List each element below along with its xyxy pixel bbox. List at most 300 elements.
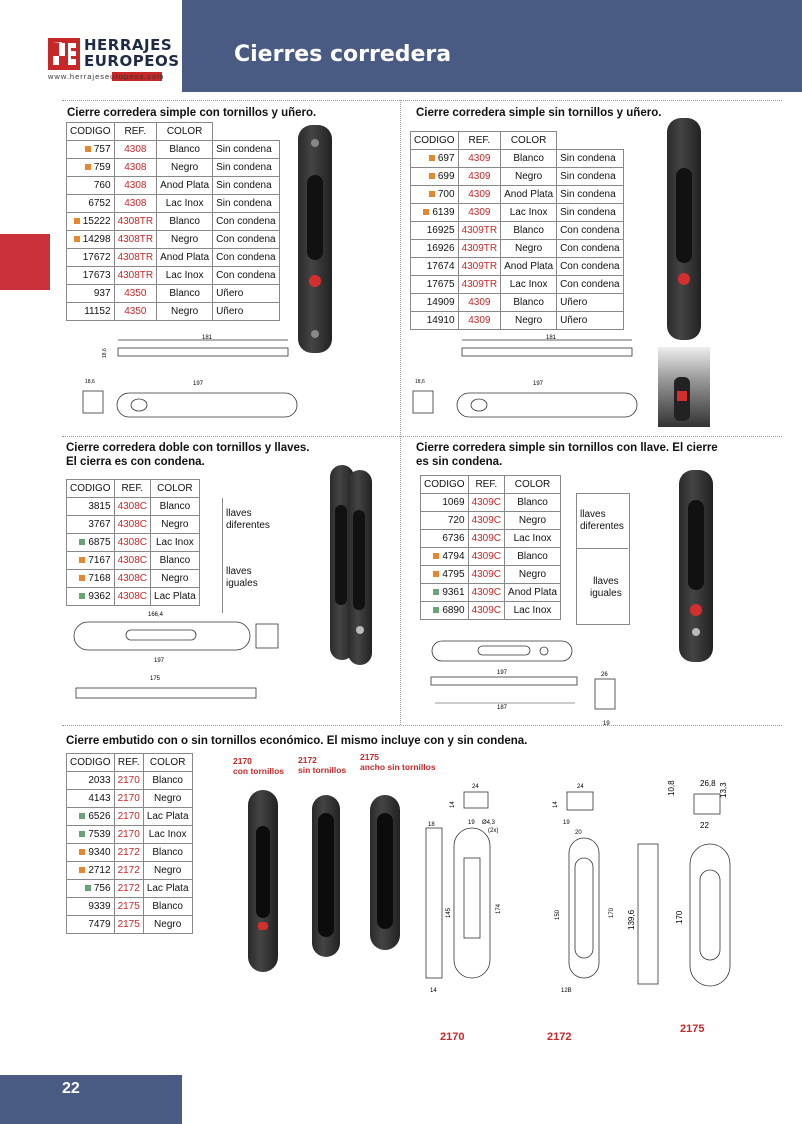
orange-bullet-icon <box>79 849 85 855</box>
table-row <box>421 566 561 584</box>
condena-cell: Con condena <box>213 231 280 249</box>
color-cell: Lac Plata <box>151 588 200 606</box>
code-value: 9340 <box>88 847 111 858</box>
svg-text:197: 197 <box>533 381 544 387</box>
color-cell: Negro <box>157 159 213 177</box>
code-cell <box>67 141 115 159</box>
technical-drawing-2172 <box>545 778 625 1018</box>
technical-drawing <box>425 667 625 727</box>
table-row <box>67 916 193 934</box>
ref-cell: 4309C <box>468 494 504 512</box>
code-value: 699 <box>437 171 455 182</box>
code-value: 7167 <box>88 555 111 566</box>
ref-cell: 2170 <box>114 826 143 844</box>
code-value: 937 <box>93 288 111 299</box>
product-table <box>420 475 561 620</box>
color-cell: Anod Plata <box>501 186 557 204</box>
code-value: 11152 <box>84 306 111 317</box>
color-cell: Negro <box>501 168 557 186</box>
table-header <box>67 754 193 772</box>
condena-cell: Con condena <box>557 240 624 258</box>
color-cell: Negro <box>505 566 561 584</box>
code-value: 16925 <box>426 225 455 236</box>
ref-cell: 4308C <box>114 516 150 534</box>
technical-drawing <box>442 334 642 366</box>
code-cell <box>411 186 459 204</box>
logo-icon <box>48 38 80 70</box>
code-value: 6890 <box>442 605 465 616</box>
table-row <box>421 602 561 620</box>
condena-cell: Sin condena <box>213 159 280 177</box>
section-title: Cierre corredera simple sin tornillos y uñero. <box>416 107 662 119</box>
code-cell <box>67 844 115 862</box>
code-cell <box>411 258 459 276</box>
table-row <box>67 303 280 321</box>
color-cell: Negro <box>143 790 192 808</box>
table-header-cell: REF. <box>114 123 157 141</box>
color-cell: Blanco <box>157 141 213 159</box>
table-row <box>67 249 280 267</box>
logo-url: www.herrajeseuropeos.com <box>48 72 165 81</box>
product-label-2175: 2175 ancho sin tornillos <box>360 752 436 772</box>
ref-cell: 4309 <box>458 168 501 186</box>
code-value: 4143 <box>88 793 111 804</box>
color-cell: Negro <box>151 570 200 588</box>
table-header <box>421 476 561 494</box>
ref-cell: 4308 <box>114 141 157 159</box>
color-cell: Anod Plata <box>501 258 557 276</box>
group-note: llaves diferentes <box>580 509 624 532</box>
product-label-2172: 2172 sin tornillos <box>298 755 347 775</box>
orange-bullet-icon <box>74 218 80 224</box>
table-header-cell: COLOR <box>505 476 561 494</box>
code-value: 2033 <box>88 775 111 786</box>
ref-cell: 2170 <box>114 790 143 808</box>
ref-cell: 4308 <box>114 195 157 213</box>
ref-cell: 4308TR <box>114 267 157 285</box>
ref-cell: 4309 <box>458 204 501 222</box>
svg-text:13,3: 13,3 <box>719 782 728 798</box>
green-bullet-icon <box>433 607 439 613</box>
ref-cell: 4308C <box>114 588 150 606</box>
ref-cell: 2175 <box>114 916 143 934</box>
table-row <box>67 213 280 231</box>
color-cell: Negro <box>157 303 213 321</box>
condena-cell: Sin condena <box>557 150 624 168</box>
condena-cell: Sin condena <box>213 177 280 195</box>
ref-cell: 4308 <box>114 177 157 195</box>
divider <box>62 436 782 437</box>
code-cell <box>67 498 115 516</box>
table-row <box>411 294 624 312</box>
ref-cell: 4308TR <box>114 231 157 249</box>
ref-cell: 4309 <box>458 312 501 330</box>
code-value: 6526 <box>88 811 111 822</box>
svg-text:19: 19 <box>603 721 610 727</box>
ref-cell: 4309 <box>458 186 501 204</box>
condena-cell: Con condena <box>557 222 624 240</box>
product-image <box>679 470 713 662</box>
color-cell: Anod Plata <box>505 584 561 602</box>
ref-cell: 4308 <box>114 159 157 177</box>
color-cell: Lac Plata <box>143 808 192 826</box>
code-value: 756 <box>93 883 111 894</box>
condena-cell: Sin condena <box>557 204 624 222</box>
svg-text:12B: 12B <box>561 988 572 994</box>
code-cell <box>67 285 115 303</box>
code-cell <box>67 159 115 177</box>
condena-cell: Con condena <box>557 258 624 276</box>
code-cell <box>67 826 115 844</box>
condena-cell: Con condena <box>213 249 280 267</box>
svg-text:14: 14 <box>450 801 456 808</box>
technical-drawing <box>98 334 298 366</box>
table-row <box>67 588 200 606</box>
ref-cell: 4309C <box>468 530 504 548</box>
table-row <box>411 204 624 222</box>
table-header-cell: COLOR <box>501 132 557 150</box>
code-value: 6752 <box>88 198 111 209</box>
orange-bullet-icon <box>423 209 429 215</box>
detail-photo <box>658 347 710 427</box>
svg-text:22: 22 <box>700 821 709 830</box>
code-cell <box>67 808 115 826</box>
code-cell <box>421 584 469 602</box>
color-cell: Negro <box>143 862 192 880</box>
svg-text:181: 181 <box>202 335 213 341</box>
section-title: Cierre corredera doble con tornillos y llaves. El cierra es con condena. <box>66 442 310 468</box>
orange-bullet-icon <box>79 867 85 873</box>
code-value: 6875 <box>88 537 111 548</box>
code-value: 7168 <box>88 573 111 584</box>
color-cell: Negro <box>501 240 557 258</box>
ref-cell: 2170 <box>114 772 143 790</box>
code-cell <box>421 494 469 512</box>
code-cell <box>411 312 459 330</box>
ref-cell: 4308C <box>114 552 150 570</box>
svg-text:14: 14 <box>553 801 559 808</box>
color-cell: Blanco <box>501 294 557 312</box>
svg-text:24: 24 <box>577 784 584 790</box>
code-cell <box>67 303 115 321</box>
table-row <box>67 231 280 249</box>
svg-text:18: 18 <box>428 822 435 828</box>
ref-cell: 4309C <box>468 566 504 584</box>
color-cell: Blanco <box>151 552 200 570</box>
orange-bullet-icon <box>79 575 85 581</box>
technical-drawing-2175 <box>622 770 734 990</box>
code-cell <box>67 898 115 916</box>
technical-drawing <box>66 608 306 718</box>
svg-text:166,4: 166,4 <box>148 612 164 618</box>
table-row <box>67 267 280 285</box>
table-header-cell: COLOR <box>151 480 200 498</box>
table-row <box>421 530 561 548</box>
code-value: 759 <box>93 162 111 173</box>
color-cell: Blanco <box>157 213 213 231</box>
color-cell: Anod Plata <box>157 249 213 267</box>
code-cell <box>67 588 115 606</box>
code-value: 4794 <box>442 551 465 562</box>
group-divider <box>576 548 628 549</box>
ref-cell: 4308C <box>114 570 150 588</box>
page-number: 22 <box>62 1080 80 1097</box>
table-row <box>67 177 280 195</box>
color-cell: Lac Plata <box>143 880 192 898</box>
code-value: 720 <box>447 515 465 526</box>
code-cell <box>67 570 115 588</box>
svg-text:26: 26 <box>601 672 608 678</box>
product-table <box>66 122 280 321</box>
table-row <box>421 584 561 602</box>
group-note: llaves iguales <box>226 566 258 589</box>
condena-cell: Con condena <box>557 276 624 294</box>
green-bullet-icon <box>79 831 85 837</box>
code-cell <box>421 530 469 548</box>
svg-text:197: 197 <box>497 670 508 676</box>
page-title: Cierres corredera <box>234 42 452 67</box>
color-cell: Negro <box>157 231 213 249</box>
color-cell: Anod Plata <box>157 177 213 195</box>
section-title: Cierre corredera simple sin tornillos con llave. El cierre es sin condena. <box>416 442 718 468</box>
code-value: 17673 <box>82 270 111 281</box>
color-cell: Negro <box>143 916 192 934</box>
table-row <box>421 548 561 566</box>
orange-bullet-icon <box>429 155 435 161</box>
table-row <box>67 826 193 844</box>
color-cell: Lac Inox <box>501 204 557 222</box>
table-header <box>67 123 280 141</box>
table-header-cell: CODIGO <box>67 480 115 498</box>
product-image-2172 <box>312 795 340 957</box>
code-value: 14909 <box>426 297 455 308</box>
table-row <box>67 880 193 898</box>
condena-cell: Sin condena <box>557 168 624 186</box>
green-bullet-icon <box>85 885 91 891</box>
orange-bullet-icon <box>74 236 80 242</box>
svg-text:174: 174 <box>496 903 502 914</box>
table-header-cell: REF. <box>458 132 501 150</box>
code-value: 9361 <box>442 587 465 598</box>
orange-bullet-icon <box>433 571 439 577</box>
ref-cell: 4309C <box>468 512 504 530</box>
code-cell <box>421 566 469 584</box>
orange-bullet-icon <box>429 191 435 197</box>
ref-cell: 4309C <box>468 602 504 620</box>
group-bracket <box>576 493 630 625</box>
table-row <box>411 222 624 240</box>
code-cell <box>67 516 115 534</box>
ref-cell: 4309 <box>458 150 501 168</box>
ref-cell: 4308C <box>114 534 150 552</box>
condena-cell: Sin condena <box>213 141 280 159</box>
code-value: 17672 <box>82 252 111 263</box>
orange-bullet-icon <box>433 553 439 559</box>
code-value: 17674 <box>426 261 455 272</box>
group-note: llaves diferentes <box>226 508 270 531</box>
condena-cell: Uñero <box>557 294 624 312</box>
ref-cell: 4308C <box>114 498 150 516</box>
code-cell <box>67 231 115 249</box>
svg-text:181: 181 <box>546 335 557 341</box>
condena-cell: Sin condena <box>557 186 624 204</box>
table-row <box>67 159 280 177</box>
color-cell: Lac Inox <box>157 195 213 213</box>
code-value: 2712 <box>88 865 111 876</box>
code-value: 6139 <box>432 207 455 218</box>
side-tab <box>0 234 50 290</box>
svg-text:24: 24 <box>472 784 479 790</box>
code-value: 7479 <box>88 919 111 930</box>
footer-band <box>0 1075 182 1124</box>
code-value: 14910 <box>426 315 455 326</box>
table-row <box>67 772 193 790</box>
condena-cell: Uñero <box>213 303 280 321</box>
table-row <box>67 552 200 570</box>
table-header-cell: CODIGO <box>411 132 459 150</box>
table-header <box>411 132 624 150</box>
product-table <box>410 131 624 330</box>
orange-bullet-icon <box>85 146 91 152</box>
code-value: 1069 <box>442 497 465 508</box>
table-header-cell: CODIGO <box>421 476 469 494</box>
code-value: 757 <box>93 144 111 155</box>
table-row <box>67 808 193 826</box>
ref-cell: 4350 <box>114 303 157 321</box>
svg-text:Ø4,3: Ø4,3 <box>482 820 496 826</box>
table-row <box>67 570 200 588</box>
green-bullet-icon <box>79 813 85 819</box>
code-cell <box>411 204 459 222</box>
model-label: 2172 <box>547 1031 572 1043</box>
color-cell: Lac Inox <box>505 602 561 620</box>
table-header-cell: CODIGO <box>67 123 115 141</box>
divider <box>400 100 401 725</box>
color-cell: Blanco <box>505 494 561 512</box>
code-cell <box>67 534 115 552</box>
code-value: 16926 <box>426 243 455 254</box>
code-cell <box>411 168 459 186</box>
table-row <box>67 862 193 880</box>
table-row <box>411 186 624 204</box>
code-value: 697 <box>437 153 455 164</box>
technical-drawing <box>75 373 305 423</box>
code-value: 4795 <box>442 569 465 580</box>
group-bracket <box>222 498 223 613</box>
code-cell <box>411 276 459 294</box>
code-value: 760 <box>93 180 111 191</box>
svg-text:19: 19 <box>468 820 475 826</box>
product-image <box>667 118 701 340</box>
svg-text:170: 170 <box>675 910 684 924</box>
svg-text:14: 14 <box>430 988 437 994</box>
code-cell <box>421 512 469 530</box>
code-value: 7539 <box>88 829 111 840</box>
svg-text:19: 19 <box>563 820 570 826</box>
svg-text:187: 187 <box>497 705 508 711</box>
color-cell: Lac Inox <box>501 276 557 294</box>
orange-bullet-icon <box>429 173 435 179</box>
svg-text:(2x): (2x) <box>488 828 499 834</box>
color-cell: Lac Inox <box>143 826 192 844</box>
table-row <box>67 790 193 808</box>
green-bullet-icon <box>79 539 85 545</box>
ref-cell: 4309TR <box>458 258 501 276</box>
table-row <box>411 276 624 294</box>
model-label: 2175 <box>680 1023 705 1035</box>
color-cell: Blanco <box>151 498 200 516</box>
color-cell: Blanco <box>143 898 192 916</box>
divider <box>62 725 782 726</box>
code-value: 3767 <box>88 519 111 530</box>
table-header-cell: COLOR <box>157 123 213 141</box>
code-cell <box>67 213 115 231</box>
ref-cell: 4309 <box>458 294 501 312</box>
svg-text:175: 175 <box>150 676 161 682</box>
code-cell <box>411 294 459 312</box>
table-row <box>67 898 193 916</box>
group-note: llaves iguales <box>590 576 622 599</box>
table-header-cell: CODIGO <box>67 754 115 772</box>
code-cell <box>411 240 459 258</box>
ref-cell: 4308TR <box>114 213 157 231</box>
ref-cell: 4308TR <box>114 249 157 267</box>
code-cell <box>67 195 115 213</box>
code-cell <box>421 548 469 566</box>
table-row <box>411 150 624 168</box>
orange-bullet-icon <box>85 164 91 170</box>
color-cell: Blanco <box>157 285 213 303</box>
technical-drawing <box>428 637 578 665</box>
logo-text: HERRAJES EUROPEOS <box>84 36 180 70</box>
code-cell <box>67 916 115 934</box>
color-cell: Negro <box>501 312 557 330</box>
table-row <box>67 844 193 862</box>
code-cell <box>411 222 459 240</box>
color-cell: Blanco <box>505 548 561 566</box>
product-image <box>298 125 332 353</box>
code-cell <box>67 267 115 285</box>
table-row <box>67 498 200 516</box>
section-title: Cierre corredera simple con tornillos y uñero. <box>67 107 317 119</box>
color-cell: Blanco <box>501 150 557 168</box>
table-row <box>421 512 561 530</box>
color-cell: Blanco <box>501 222 557 240</box>
table-row <box>67 534 200 552</box>
product-table <box>66 479 200 606</box>
code-cell <box>67 862 115 880</box>
code-value: 17675 <box>426 279 455 290</box>
svg-text:26,8: 26,8 <box>700 779 716 788</box>
svg-text:18,6: 18,6 <box>415 379 425 385</box>
product-label-2170: 2170 con tornillos <box>233 756 284 776</box>
green-bullet-icon <box>433 589 439 595</box>
orange-bullet-icon <box>79 557 85 563</box>
table-header-cell: REF. <box>114 480 150 498</box>
product-image-2170 <box>248 790 278 972</box>
code-value: 15222 <box>82 216 111 227</box>
svg-text:170: 170 <box>609 907 615 918</box>
table-row <box>67 516 200 534</box>
code-cell <box>67 552 115 570</box>
table-row <box>67 195 280 213</box>
ref-cell: 4309TR <box>458 222 501 240</box>
technical-drawing <box>405 373 645 423</box>
code-cell <box>411 150 459 168</box>
svg-text:18,6: 18,6 <box>85 379 95 385</box>
code-cell <box>67 177 115 195</box>
svg-text:197: 197 <box>154 658 165 664</box>
